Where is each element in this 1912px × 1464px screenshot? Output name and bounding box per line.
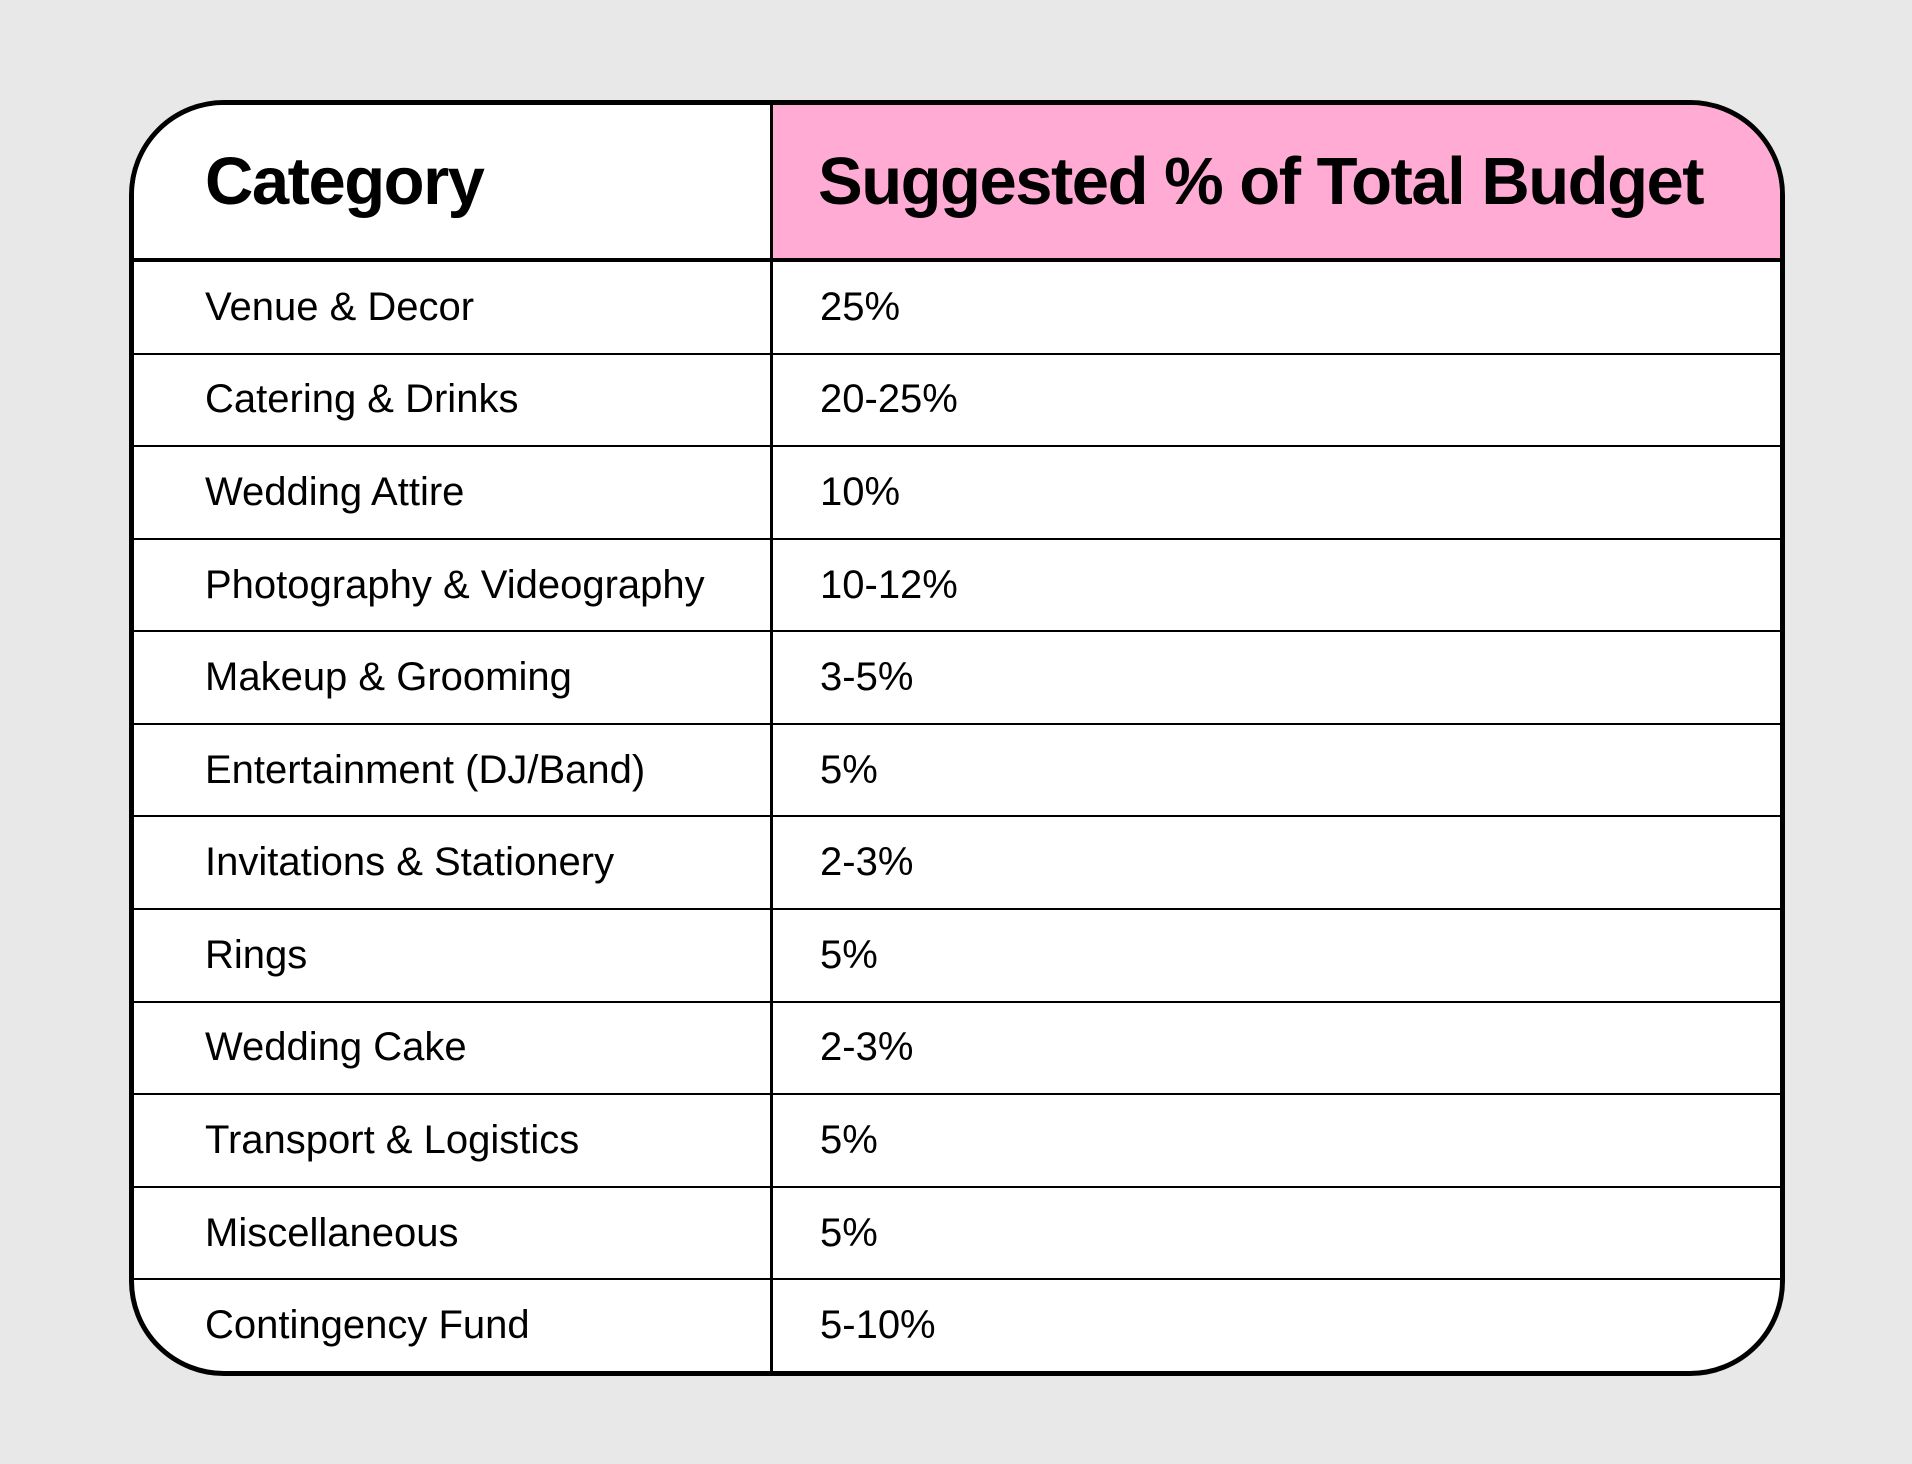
percent-cell: 10%: [820, 469, 901, 514]
category-cell: Catering & Drinks: [134, 355, 773, 446]
category-cell: Venue & Decor: [134, 262, 773, 353]
percent-cell: 5%: [820, 1210, 878, 1255]
category-cell: Wedding Attire: [134, 447, 773, 538]
category-cell: Transport & Logistics: [134, 1095, 773, 1186]
table-row: [134, 630, 1780, 723]
percent-cell: 10-12%: [820, 562, 958, 607]
table-row: [134, 262, 1780, 353]
table-row: [134, 1001, 1780, 1094]
table-row: [134, 1278, 1780, 1371]
percent-cell: 3-5%: [820, 655, 914, 700]
category-cell: Miscellaneous: [134, 1188, 773, 1279]
table-row: [134, 538, 1780, 631]
percent-cell: 2-3%: [820, 840, 914, 885]
column-header-suggested-percent: Suggested % of Total Budget: [773, 105, 1780, 258]
category-cell: Rings: [134, 910, 773, 1001]
table-row: [134, 353, 1780, 446]
table-row: [134, 1093, 1780, 1186]
category-cell: Wedding Cake: [134, 1003, 773, 1094]
percent-cell: 25%: [820, 284, 901, 329]
percent-cell: 20-25%: [820, 377, 958, 422]
category-cell: Contingency Fund: [134, 1280, 773, 1371]
category-cell: Invitations & Stationery: [134, 817, 773, 908]
table-row: [134, 908, 1780, 1001]
category-cell: Makeup & Grooming: [134, 632, 773, 723]
percent-cell: 5%: [820, 747, 878, 792]
table-row: [134, 1186, 1780, 1279]
table-header-row: [134, 105, 1780, 262]
table-row: [134, 723, 1780, 816]
percent-cell: 5%: [820, 1117, 878, 1162]
percent-cell: 5-10%: [820, 1303, 936, 1348]
column-header-category: Category: [134, 105, 773, 258]
table-row: [134, 815, 1780, 908]
table-body: [134, 262, 1780, 1371]
category-cell: Photography & Videography: [134, 540, 773, 631]
percent-cell: 2-3%: [820, 1025, 914, 1070]
table-row: [134, 445, 1780, 538]
percent-cell: 5%: [820, 932, 878, 977]
budget-table: [129, 100, 1785, 1376]
category-cell: Entertainment (DJ/Band): [134, 725, 773, 816]
